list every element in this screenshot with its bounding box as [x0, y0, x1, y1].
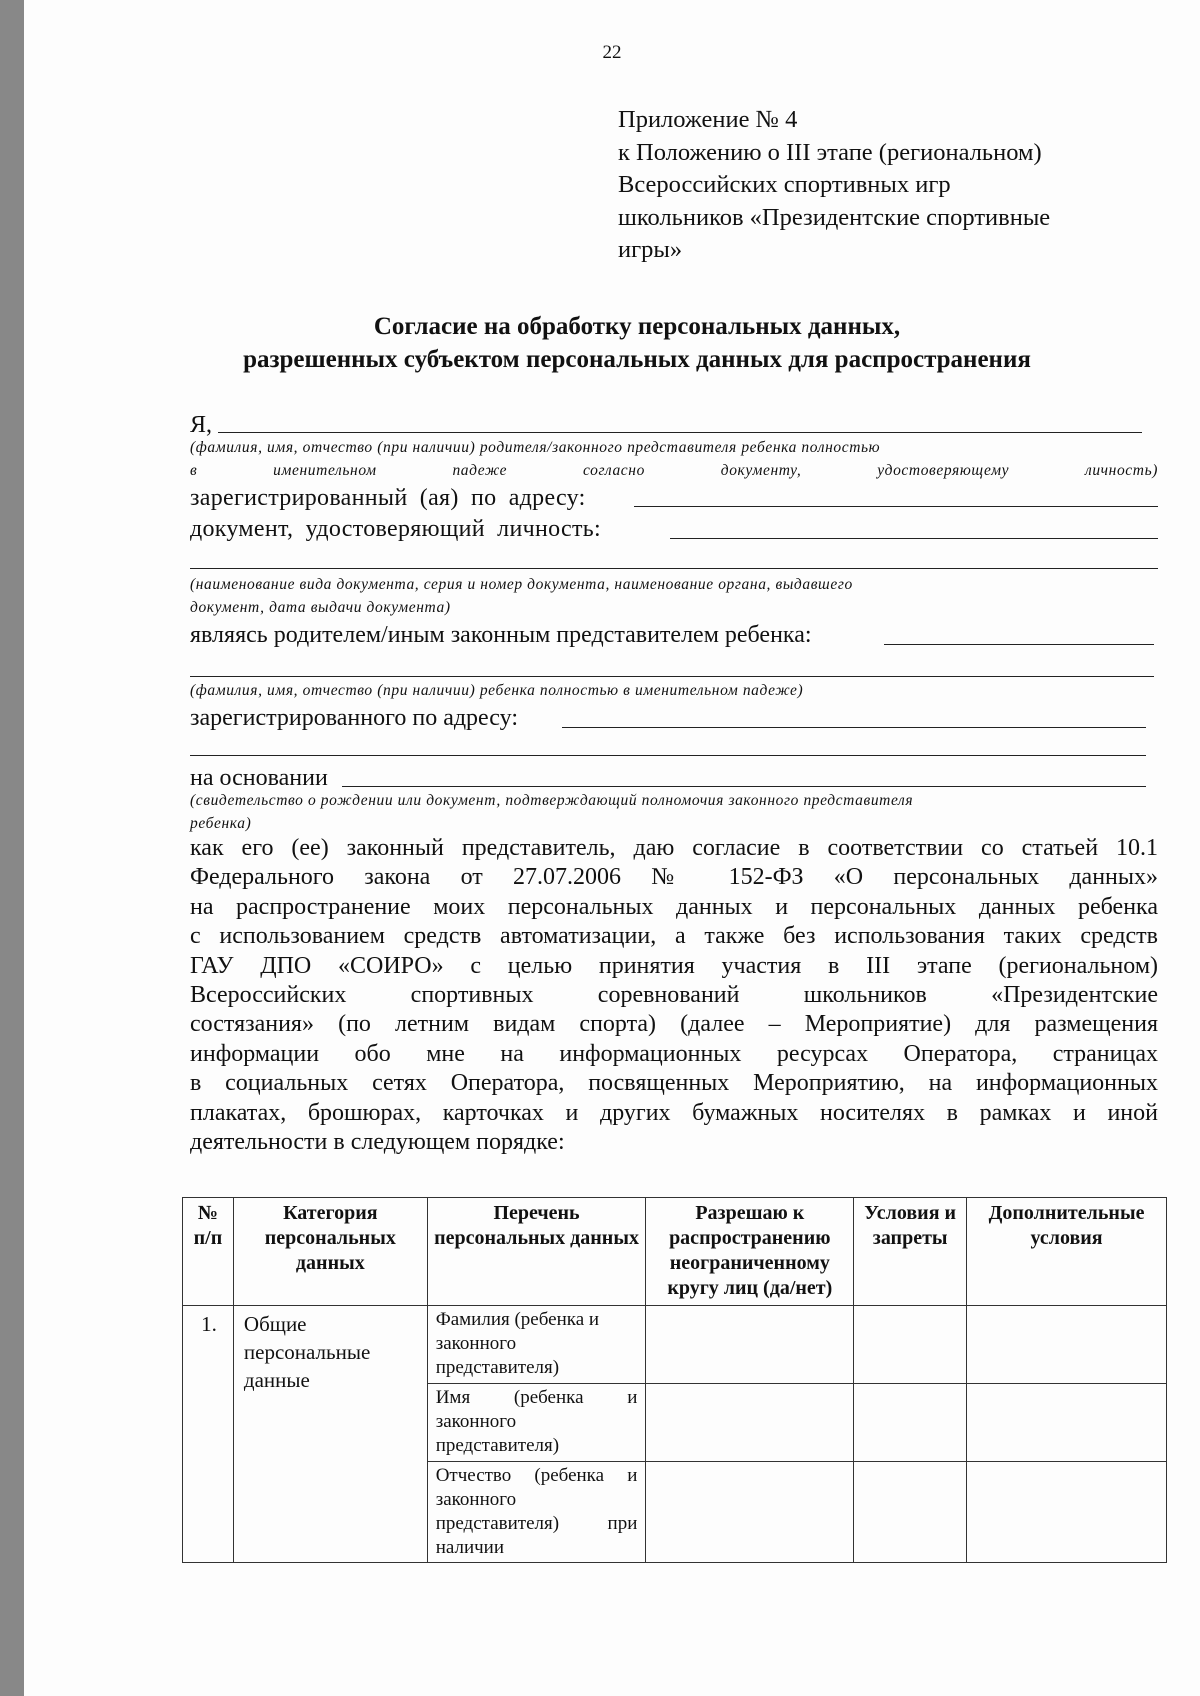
row-item-surname: Фамилия (ребенка и законного представителя)	[427, 1306, 646, 1384]
consent-line: как его (ее) законный представитель, даю согласие в соответствии со статьей 10.1	[190, 835, 1158, 861]
consent-line: информации обо мне на информационных ресурсах Оператора, страницах	[190, 1040, 1158, 1067]
row-category: Общие персональные данные	[233, 1306, 427, 1563]
row-item-patronymic: Отчество (ребенка и законного представителя) при наличии	[427, 1462, 646, 1563]
page-number: 22	[602, 42, 622, 63]
hint-parent-name-2: в именительном падеже согласно документу, удостоверяющему личность)	[190, 462, 1158, 479]
document-title	[24, 310, 1200, 376]
title-line-1: Согласие на обработку персональных данных,	[373, 313, 901, 340]
hint-document-1: (наименование вида документа, серия и номер документа, наименование органа, выдавшего	[190, 576, 853, 593]
header-additional: Дополнительные условия	[967, 1198, 1167, 1306]
consent-line: состязания» (по летним видам спорта) (далее – Мероприятие) для размещения	[190, 1011, 1158, 1038]
consent-line: Федерального закона от 27.07.2006 № 152-ФЗ «О персональных данных»	[190, 864, 1158, 891]
title-line-2: разрешенных субъектом персональных данных для распространения	[243, 346, 1031, 373]
appendix-line: школьников «Президентские спортивные	[618, 203, 1051, 231]
consent-line: на распространение моих персональных данных и персональных данных ребенка	[190, 893, 1158, 920]
header-num: № п/п	[183, 1198, 234, 1306]
basis-label: на основании	[190, 765, 328, 791]
consent-line: в социальных сетях Оператора, посвященных Мероприятию, на информационных	[190, 1070, 1158, 1097]
appendix-line: Приложение № 4	[618, 106, 798, 133]
header-list: Перечень персональных данных	[427, 1198, 646, 1306]
consent-line: с использованием средств автоматизации, а также без использования таких средств	[190, 923, 1158, 950]
appendix-line: Всероссийских спортивных игр	[618, 171, 951, 198]
child-address-label: зарегистрированного по адресу:	[190, 705, 518, 731]
row-num: 1.	[183, 1306, 234, 1563]
child-name-field-continued[interactable]	[190, 676, 1154, 677]
conditions-cell[interactable]	[854, 1306, 967, 1384]
table-row	[183, 1306, 1167, 1384]
additional-cell[interactable]	[967, 1462, 1167, 1563]
hint-basis-2: ребенка)	[190, 815, 252, 832]
header-conditions: Условия и запреты	[854, 1198, 967, 1306]
table-header-row	[183, 1198, 1167, 1306]
header-category: Категория персональных данных	[233, 1198, 427, 1306]
basis-field[interactable]	[342, 786, 1146, 787]
child-address-field-continued[interactable]	[190, 755, 1146, 756]
conditions-cell[interactable]	[854, 1384, 967, 1462]
document-field[interactable]	[670, 538, 1158, 539]
appendix-line: игры»	[618, 236, 683, 263]
parent-address-field[interactable]	[634, 506, 1158, 507]
consent-line: деятельности в следующем порядке:	[190, 1129, 565, 1156]
document-label: документ, удостоверяющий личность:	[190, 516, 601, 542]
parent-name-field[interactable]	[218, 432, 1142, 433]
permit-cell[interactable]	[646, 1384, 854, 1462]
registered-label: зарегистрированный (ая) по адресу:	[190, 485, 586, 511]
row-item-name: Имя (ребенка и законного представителя)	[427, 1384, 646, 1462]
consent-line: Всероссийских спортивных соревнований школьников «Президентские	[190, 982, 1158, 1009]
appendix-block	[618, 104, 1050, 267]
hint-basis-1: (свидетельство о рождении или документ, подтверждающий полномочия законного представителя	[190, 792, 914, 809]
parent-of-child-label: являясь родителем/иным законным представителем ребенка:	[190, 622, 812, 648]
i-label: Я,	[190, 412, 213, 438]
permit-cell[interactable]	[646, 1306, 854, 1384]
consent-text	[190, 834, 1158, 1157]
document-page	[24, 0, 1200, 1696]
hint-document-2: документ, дата выдачи документа)	[190, 599, 451, 616]
consent-line: ГАУ ДПО «СОИРО» с целью принятия участия в III этапе (региональном)	[190, 952, 1158, 979]
additional-cell[interactable]	[967, 1306, 1167, 1384]
additional-cell[interactable]	[967, 1384, 1167, 1462]
header-permit: Разрешаю к распространению неограниченному кругу лиц (да/нет)	[646, 1198, 854, 1306]
hint-parent-name-1: (фамилия, имя, отчество (при наличии) родителя/законного представителя ребенка полностью	[190, 439, 881, 456]
document-field-continued[interactable]	[190, 568, 1158, 569]
consent-table	[182, 1197, 1167, 1563]
child-name-field[interactable]	[884, 644, 1154, 645]
permit-cell[interactable]	[646, 1462, 854, 1563]
hint-child-name: (фамилия, имя, отчество (при наличии) ребенка полностью в именительном падеже)	[190, 682, 804, 699]
appendix-line: к Положению о III этапе (региональном)	[618, 138, 1042, 166]
consent-line: плакатах, брошюрах, карточках и других бумажных носителях в рамках и иной	[190, 1099, 1158, 1126]
child-address-field[interactable]	[562, 727, 1146, 728]
conditions-cell[interactable]	[854, 1462, 967, 1563]
